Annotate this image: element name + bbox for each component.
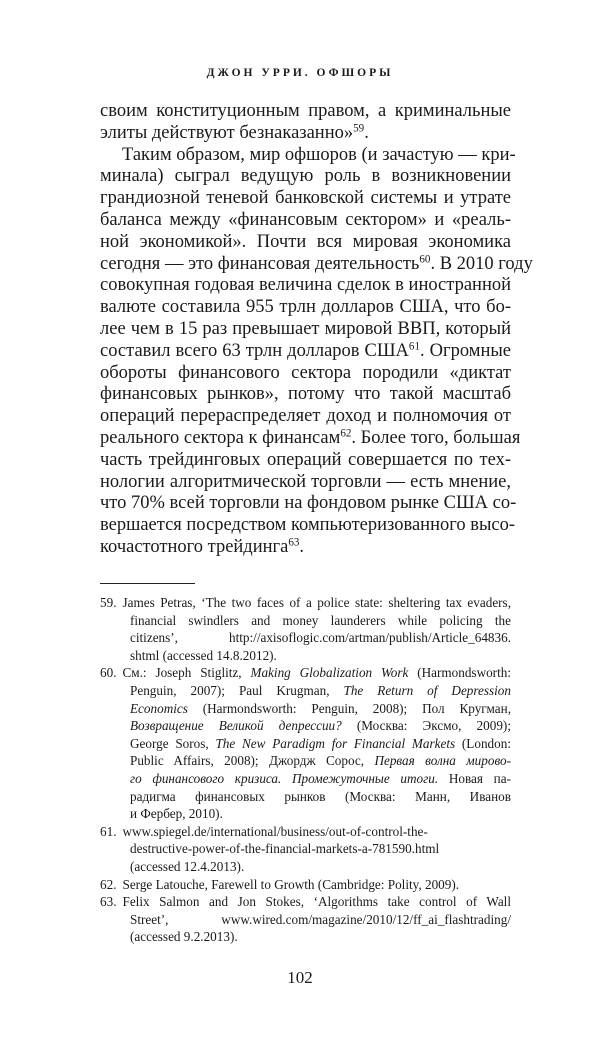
text: destructive-power-of-the-financial-markets-a-781590.html [130,841,440,857]
footnote-ref: 62 [340,427,352,440]
footnote-line [100,876,511,894]
text: радигма финансовых рынков (Москва: Манн, Иванов [130,788,511,804]
italic-text: Возвращение Великой депрессии? [130,718,342,734]
body-line [100,406,511,428]
text: Street’, www.wired.com/magazine/2010/12/ff_ai_flashtrading/ [130,911,511,927]
text: . Огромные [420,340,511,361]
text: элиты действуют безнаказанно» [100,122,354,143]
body-line [100,319,511,341]
footnote-line [100,770,511,788]
footnote-line [100,594,511,612]
text: Таким образом, мир офшоров (и зачастую — кри- [122,144,516,165]
footnote-number: 62. [100,876,117,892]
text: и Фербер, 2010). [130,806,223,822]
text: James Petras, ‘The two faces of a police state: sheltering tax evaders, [122,595,511,610]
footnote-line [100,629,511,647]
text: (Harmondsworth: Penguin, 2008); Пол Кругман, [187,700,511,716]
text: Serge Latouche, Farewell to Growth (Cambridge: Polity, 2009). [122,876,460,892]
text: составил всего 63 трлн долларов США [100,340,409,361]
footnote-line [100,823,511,841]
footnote-number: 63. [100,894,117,910]
body-line [100,210,511,232]
body-line [100,275,511,297]
text: кочастотного трейдинга [100,536,289,557]
text: реального сектора к финансам [100,427,341,448]
footnote-line [100,717,511,735]
text: сегодня — это финансовая деятельность [100,253,420,274]
italic-text: The Return of Depression [343,682,511,698]
text: shtml (accessed 14.8.2012). [130,647,277,663]
footnote-divider [100,583,195,584]
body-line [100,252,533,276]
footnote-ref: 60 [419,252,431,265]
text: . В 2010 году [430,253,533,274]
text: Новая па- [438,770,511,786]
footnote-line [100,893,511,911]
text: лее чем в 15 раз превышает мировой ВВП, который [100,318,511,339]
text: Felix Salmon and Jon Stokes, ‘Algorithms take control of Wall [122,894,511,910]
italic-text: Первая волна мирово- [374,753,512,769]
text: Public Affairs, 2008); Джордж Сорос, [130,753,375,769]
text: citizens’, http://axisoflogic.com/artman/publish/Article_64836. [130,630,511,646]
body-line [100,472,511,494]
footnote-line [100,858,511,876]
footnote-line [100,664,511,682]
footnote-line [100,788,511,806]
body-line [100,427,521,450]
body-line [100,384,511,406]
footnote-line [100,805,511,823]
page-number: 102 [287,968,313,987]
text: минала) сыграл ведущую роль в возникновении [100,166,511,187]
footnote-number: 60. [100,665,117,681]
text: www.spiegel.de/international/business/out-of-control-the- [122,823,428,839]
text: совокупная годовая величина сделок в иностранной [100,275,511,296]
footnote-line [100,752,511,770]
body-line [100,493,517,515]
body-line [100,123,511,145]
text: (Москва: Эксмо, 2009); [341,718,511,734]
text: . [299,536,305,557]
text: своим конституционным правом, а криминальные [100,101,511,121]
footnote-number: 59. [100,595,117,610]
text: (accessed 12.4.2013). [130,858,245,874]
text: ной экономикой». Почти вся мировая экономика [100,231,511,252]
text: часть трейдинговых операций совершается по тех- [100,449,511,470]
footnote-line [100,735,511,753]
text: нологии алгоритмической торговли — есть мнение, [100,471,511,492]
italic-text: го финансового кризиса. Промежуточные итоги. [130,770,439,786]
text: валюте составила 955 трлн долларов США, что бо- [100,297,511,318]
footnote-line [100,911,511,929]
italic-text: Making Globalization Work [250,665,409,681]
text: Penguin, 2007); Paul Krugman, [130,682,344,698]
body-text [100,101,533,559]
body-line [100,188,511,210]
text: . Более того, большая [351,427,521,448]
footnote-number: 61. [100,823,117,839]
body-line [100,341,511,363]
footnote-ref: 61 [408,340,420,353]
text: . [364,122,369,143]
footnote-ref: 59 [353,122,365,135]
text: вершается посредством компьютеризованного высо- [100,515,516,536]
text: операций перераспределяет доход и полномочия от [100,406,511,427]
running-header: ДЖОН УРРИ. ОФШОРЫ [206,67,394,79]
text: грандиозной теневой банковской системы и утрате [100,188,511,209]
body-line [100,232,511,254]
footnote-line [100,840,511,858]
footnote-line [100,612,511,630]
text: (Harmondsworth: [408,665,511,681]
italic-text: The New Paradigm for Financial Markets [215,735,456,751]
body-line [100,297,511,319]
footnote-line [100,700,511,718]
footnote-ref: 63 [288,536,300,549]
footnote-line [100,682,511,700]
italic-text: Economics [130,700,188,716]
text: George Soros, [130,735,216,751]
body-line [100,363,511,385]
text: (London: [455,735,511,751]
body-line [100,537,511,559]
text: обороты финансового сектора породили «диктат [100,362,511,383]
text: финансовых рынков», потому что такой масштаб [100,384,511,405]
footnote-line [100,928,511,946]
text: (accessed 9.2.2013). [130,929,238,945]
body-line [100,144,516,167]
body-line [100,450,511,472]
footnote-line [100,647,511,665]
body-line [100,166,511,188]
text: что 70% всей торговли на фондовом рынке США со- [100,493,517,514]
body-line [100,101,511,123]
text: баланса между «финансовым сектором» и «реаль- [100,209,511,230]
text: financial swindlers and money launderers while policing the [130,612,511,628]
body-line [100,515,516,537]
footnotes [100,594,511,946]
text: См.: Joseph Stiglitz, [122,665,251,681]
